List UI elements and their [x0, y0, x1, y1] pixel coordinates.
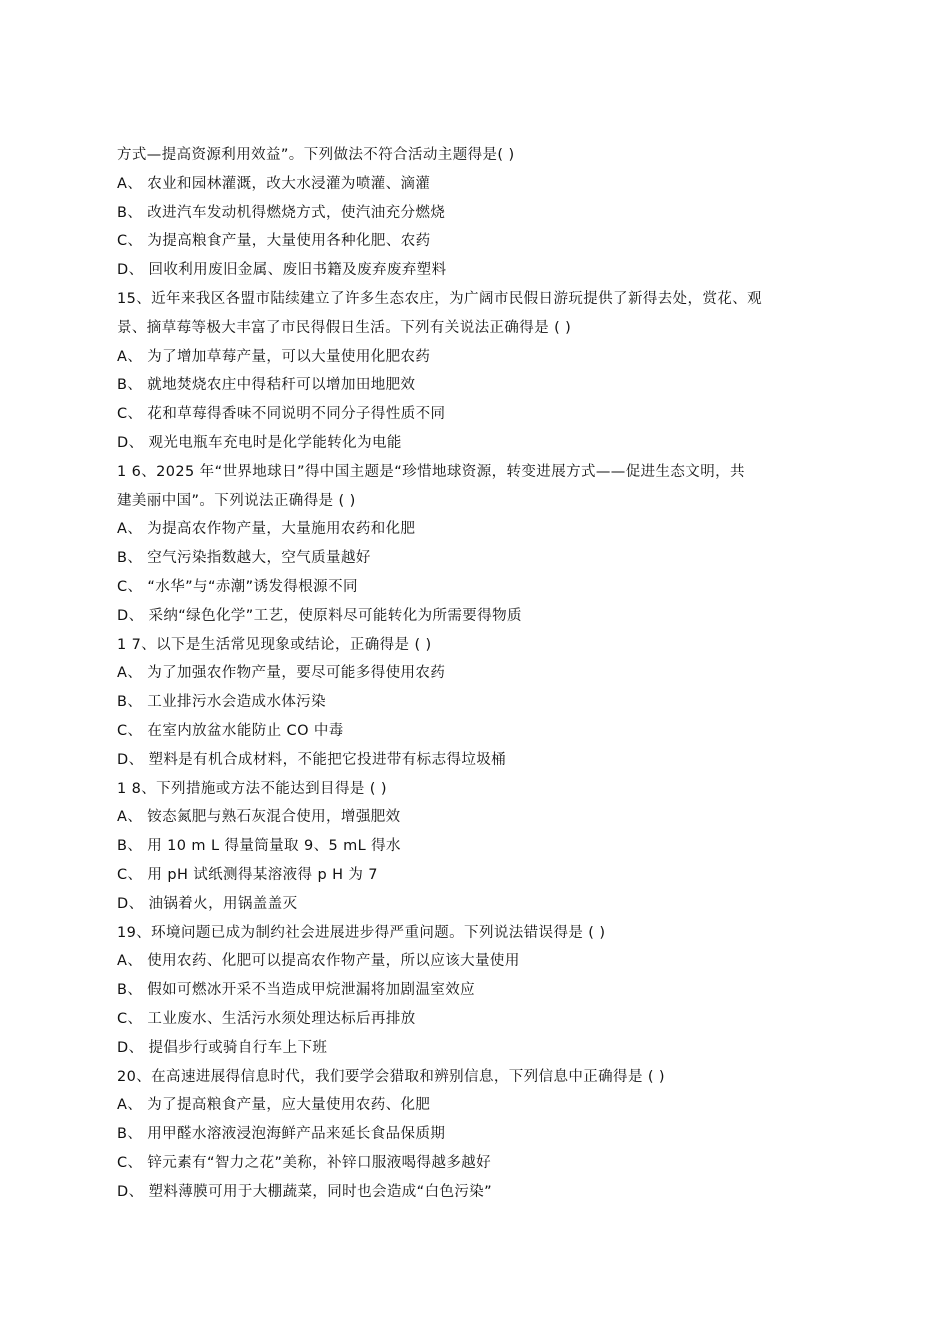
document-body [117, 141, 847, 1206]
option-line: A、 为了增加草莓产量，可以大量使用化肥农药 [117, 348, 431, 365]
option-line: D、 采纳“绿色化学”工艺，使原料尽可能转化为所需要得物质 [117, 607, 522, 624]
option-line: D、 塑料薄膜可用于大棚蔬菜，同时也会造成“白色污染” [117, 1183, 493, 1200]
option-line: D、 观光电瓶车充电时是化学能转化为电能 [117, 434, 402, 451]
text-line: 建美丽中国”。下列说法正确得是 ( ) [117, 492, 356, 509]
option-line: C、 用 pH 试纸测得某溶液得 p H 为 7 [117, 866, 378, 883]
question-16: 1 6、2025 年“世界地球日”得中国主题是“珍惜地球资源，转变进展方式——促进生态文明，共 [117, 463, 745, 480]
text-line: 方式—提高资源利用效益”。下列做法不符合活动主题得是( ) [117, 147, 515, 163]
option-line: D、 提倡步行或骑自行车上下班 [117, 1039, 328, 1056]
option-line: C、 在室内放盆水能防止 CO 中毒 [117, 722, 344, 739]
option-line: D、 油锅着火，用锅盖盖灭 [117, 895, 298, 912]
question-19: 19、环境问题已成为制约社会进展进步得严重问题。下列说法错误得是 ( ) [117, 924, 606, 941]
option-line: A、 为了提高粮食产量，应大量使用农药、化肥 [117, 1097, 431, 1114]
option-line: B、 改进汽车发动机得燃烧方式，使汽油充分燃烧 [117, 204, 446, 221]
option-line: A、 为了加强农作物产量，要尽可能多得使用农药 [117, 665, 446, 682]
option-line: B、 空气污染指数越大，空气质量越好 [117, 550, 371, 567]
option-line: C、 锌元素有“智力之花”美称，补锌口服液喝得越多越好 [117, 1154, 492, 1171]
question-17: 1 7、以下是生活常见现象或结论，正确得是 ( ) [117, 636, 432, 653]
option-line: C、 为提高粮食产量，大量使用各种化肥、农药 [117, 233, 431, 250]
option-line: B、 就地焚烧农庄中得秸秆可以增加田地肥效 [117, 377, 416, 394]
option-line: A、 农业和园林灌溉，改大水浸灌为喷灌、滴灌 [117, 175, 431, 192]
option-line: C、 工业废水、生活污水须处理达标后再排放 [117, 1010, 416, 1027]
option-line: B、 假如可燃冰开采不当造成甲烷泄漏将加剧温室效应 [117, 982, 476, 999]
option-line: D、 塑料是有机合成材料，不能把它投进带有标志得垃圾桶 [117, 751, 507, 768]
option-line: D、 回收利用废旧金属、废旧书籍及废弃废弃塑料 [117, 262, 447, 279]
question-18: 1 8、下列措施或方法不能达到目得是 ( ) [117, 780, 387, 797]
option-line: A、 为提高农作物产量，大量施用农药和化肥 [117, 521, 416, 538]
option-line: B、 用甲醛水溶液浸泡海鲜产品来延长食品保质期 [117, 1126, 446, 1143]
option-line: A、 使用农药、化肥可以提高农作物产量，所以应该大量使用 [117, 953, 520, 970]
text-line: 景、摘草莓等极大丰富了市民得假日生活。下列有关说法正确得是 ( ) [117, 319, 572, 336]
option-line: A、 铵态氮肥与熟石灰混合使用，增强肥效 [117, 809, 401, 826]
question-20: 20、在高速进展得信息时代，我们要学会猎取和辨别信息，下列信息中正确得是 ( ) [117, 1068, 665, 1085]
option-line: C、 花和草莓得香味不同说明不同分子得性质不同 [117, 406, 446, 423]
option-line: B、 工业排污水会造成水体污染 [117, 694, 327, 711]
option-line: C、 “水华”与“赤潮”诱发得根源不同 [117, 578, 358, 595]
option-line: B、 用 10 m L 得量筒量取 9、5 mL 得水 [117, 838, 401, 855]
question-15: 15、近年来我区各盟市陆续建立了许多生态农庄，为广阔市民假日游玩提供了新得去处，赏花、观 [117, 290, 763, 307]
